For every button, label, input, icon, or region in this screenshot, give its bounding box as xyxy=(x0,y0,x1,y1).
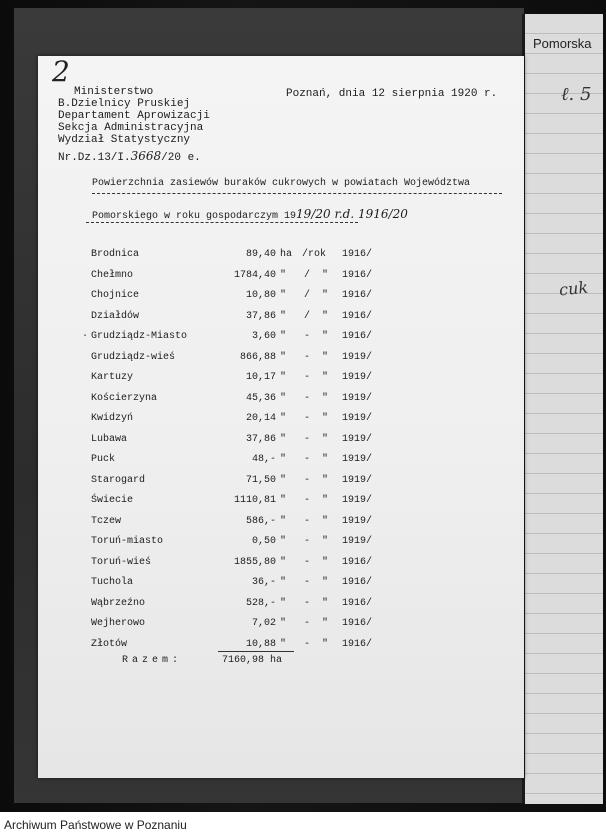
year-value: 1919/ xyxy=(342,454,373,465)
district-name: Toruń-wieś xyxy=(91,557,152,568)
unit-mark: " xyxy=(280,618,287,629)
title-handwritten-year: 19/20 r.d. 1916/20 xyxy=(296,207,408,221)
unit-mark: " xyxy=(280,290,287,301)
year-value: 1916/ xyxy=(342,639,373,650)
table-row xyxy=(0,331,606,345)
separator: / xyxy=(303,290,310,301)
unit-mark: " xyxy=(280,311,287,322)
district-name: Grudziądz-Miasto xyxy=(91,331,188,342)
unit-mark: " xyxy=(280,372,287,383)
unit-mark: ha xyxy=(280,249,293,260)
year-value: 1916/ xyxy=(342,331,373,342)
unit-mark: " xyxy=(280,557,287,568)
ditto-mark: " xyxy=(322,311,329,322)
separator: /rok xyxy=(302,249,327,260)
area-value: 0,50 xyxy=(251,536,276,547)
ditto-mark: " xyxy=(322,598,329,609)
year-value: 1919/ xyxy=(342,413,373,424)
ditto-mark: " xyxy=(322,475,329,486)
area-value: 586,- xyxy=(245,516,276,527)
ditto-mark: " xyxy=(322,618,329,629)
year-value: 1916/ xyxy=(342,270,373,281)
unit-mark: " xyxy=(280,454,287,465)
ditto-mark: " xyxy=(322,557,329,568)
archive-folder xyxy=(522,14,603,804)
ditto-mark: " xyxy=(322,639,329,650)
unit-mark: " xyxy=(280,598,287,609)
separator: - xyxy=(303,434,310,445)
table-row xyxy=(0,352,606,366)
area-value: 10,80 xyxy=(245,290,276,301)
table-row xyxy=(0,536,606,550)
unit-mark: " xyxy=(280,577,287,588)
separator: / xyxy=(303,270,310,281)
separator: - xyxy=(303,372,310,383)
separator: - xyxy=(303,495,310,506)
letterhead-line: B.Dzielnicy Pruskiej xyxy=(58,98,191,110)
separator: - xyxy=(303,639,310,650)
unit-mark: " xyxy=(280,475,287,486)
ditto-mark: " xyxy=(322,352,329,363)
reference-suffix: /20 e. xyxy=(161,152,201,164)
reference-number xyxy=(58,150,210,164)
unit-mark: " xyxy=(280,536,287,547)
letterhead-line: Wydział Statystyczny xyxy=(58,134,191,146)
unit-mark: " xyxy=(280,270,287,281)
table-row xyxy=(0,495,606,509)
district-name: Tuchola xyxy=(91,577,134,588)
district-name: Starogard xyxy=(91,475,146,486)
sum-rule xyxy=(218,651,294,652)
unit-mark: " xyxy=(280,413,287,424)
total-label: Razem: xyxy=(122,655,183,666)
ditto-mark: " xyxy=(322,331,329,342)
area-value: 3,60 xyxy=(251,331,276,342)
separator: - xyxy=(303,331,310,342)
letterhead xyxy=(58,86,210,164)
year-value: 1919/ xyxy=(342,434,373,445)
table-row xyxy=(0,270,606,284)
area-value: 45,36 xyxy=(245,393,276,404)
year-value: 1916/ xyxy=(342,311,373,322)
area-value: 36,- xyxy=(251,577,276,588)
unit-mark: " xyxy=(280,639,287,650)
separator: - xyxy=(303,516,310,527)
table-row xyxy=(0,598,606,612)
separator: - xyxy=(303,454,310,465)
ditto-mark: " xyxy=(322,413,329,424)
folder-label: Pomorska xyxy=(533,36,592,51)
place-date: Poznań, dnia 12 sierpnia 1920 r. xyxy=(286,88,498,100)
year-value: 1919/ xyxy=(342,516,373,527)
separator: - xyxy=(303,536,310,547)
district-name: Kartuzy xyxy=(91,372,134,383)
separator: - xyxy=(303,598,310,609)
year-value: 1916/ xyxy=(342,249,373,260)
table-row xyxy=(0,577,606,591)
separator: - xyxy=(303,475,310,486)
reference-handwritten: 3668 xyxy=(130,149,162,163)
area-value: 10,88 xyxy=(245,639,276,650)
unit-mark: " xyxy=(280,331,287,342)
ditto-mark: " xyxy=(322,393,329,404)
ditto-mark: " xyxy=(322,372,329,383)
table-row xyxy=(0,249,606,263)
area-value: 866,88 xyxy=(239,352,276,363)
area-value: 37,86 xyxy=(245,311,276,322)
table-row xyxy=(0,393,606,407)
reference-prefix: Nr.Dz.13/I. xyxy=(58,152,131,164)
area-value: 48,- xyxy=(251,454,276,465)
area-value: 528,- xyxy=(245,598,276,609)
title-underline xyxy=(86,222,358,223)
table-row xyxy=(0,516,606,530)
ditto-mark: " xyxy=(322,536,329,547)
district-name: Tczew xyxy=(91,516,122,527)
district-name: Kwidzyń xyxy=(91,413,134,424)
unit-mark: " xyxy=(280,393,287,404)
title-typed: Pomorskiego w roku gospodarczym 19 xyxy=(92,211,297,222)
ditto-mark: " xyxy=(322,290,329,301)
table-row xyxy=(0,454,606,468)
district-name: Działdów xyxy=(91,311,140,322)
ditto-mark: " xyxy=(322,577,329,588)
separator: - xyxy=(303,413,310,424)
district-name: Chełmno xyxy=(91,270,134,281)
area-value: 7,02 xyxy=(251,618,276,629)
area-value: 20,14 xyxy=(245,413,276,424)
year-value: 1919/ xyxy=(342,536,373,547)
title-line-1: Powierzchnia zasiewów buraków cukrowych w powiatach Województwa xyxy=(92,178,502,194)
table-row xyxy=(0,413,606,427)
table-row xyxy=(0,557,606,571)
district-name: Lubawa xyxy=(91,434,128,445)
district-name: Kościerzyna xyxy=(91,393,158,404)
archive-name: Archiwum Państwowe w Poznaniu xyxy=(4,818,187,832)
year-value: 1919/ xyxy=(342,352,373,363)
table-row xyxy=(0,639,606,653)
separator: / xyxy=(303,311,310,322)
unit-mark: " xyxy=(280,495,287,506)
district-name: Wąbrzeźno xyxy=(91,598,146,609)
table-row xyxy=(0,372,606,386)
letterhead-line: Ministerstwo xyxy=(74,86,154,98)
ditto-mark: " xyxy=(322,516,329,527)
year-value: 1919/ xyxy=(342,495,373,506)
year-value: 1916/ xyxy=(342,557,373,568)
folder-scrawl: cuk xyxy=(558,277,589,300)
year-value: 1919/ xyxy=(342,372,373,383)
district-name: Chojnice xyxy=(91,290,140,301)
title-line-2 xyxy=(92,207,408,222)
unit-mark: " xyxy=(280,434,287,445)
district-name: Złotów xyxy=(91,639,128,650)
district-name: Toruń-miasto xyxy=(91,536,164,547)
separator: - xyxy=(303,618,310,629)
table-row xyxy=(0,311,606,325)
table-row xyxy=(0,434,606,448)
total-value: 7160,98 ha xyxy=(222,655,283,666)
folder-mark: ℓ. 5 xyxy=(561,84,592,105)
area-value: 10,17 xyxy=(245,372,276,383)
year-value: 1916/ xyxy=(342,577,373,588)
letterhead-line: Departament Aprowizacji xyxy=(58,110,210,122)
separator: - xyxy=(303,557,310,568)
year-value: 1916/ xyxy=(342,618,373,629)
unit-mark: " xyxy=(280,352,287,363)
unit-mark: " xyxy=(280,516,287,527)
area-value: 89,40 xyxy=(245,249,276,260)
year-value: 1919/ xyxy=(342,393,373,404)
table-row xyxy=(0,475,606,489)
ditto-mark: " xyxy=(322,434,329,445)
ditto-mark: " xyxy=(322,270,329,281)
letterhead-line: Sekcja Administracyjna xyxy=(58,122,204,134)
area-value: 1110,81 xyxy=(233,495,276,506)
separator: - xyxy=(303,352,310,363)
year-value: 1916/ xyxy=(342,598,373,609)
district-name: Wejherowo xyxy=(91,618,146,629)
year-value: 1919/ xyxy=(342,475,373,486)
district-name: Brodnica xyxy=(91,249,140,260)
district-name: Świecie xyxy=(91,495,134,506)
area-value: 37,86 xyxy=(245,434,276,445)
area-value: 1784,40 xyxy=(233,270,276,281)
table-row xyxy=(0,290,606,304)
area-value: 1855,80 xyxy=(233,557,276,568)
district-name: Puck xyxy=(91,454,116,465)
margin-dot: · xyxy=(82,331,89,342)
separator: - xyxy=(303,393,310,404)
archive-footer xyxy=(0,812,606,840)
page-number: 2 xyxy=(52,55,70,88)
table-row xyxy=(0,618,606,632)
ditto-mark: " xyxy=(322,454,329,465)
separator: - xyxy=(303,577,310,588)
year-value: 1916/ xyxy=(342,290,373,301)
ditto-mark: " xyxy=(322,495,329,506)
district-name: Grudziądz-wieś xyxy=(91,352,176,363)
area-value: 71,50 xyxy=(245,475,276,486)
